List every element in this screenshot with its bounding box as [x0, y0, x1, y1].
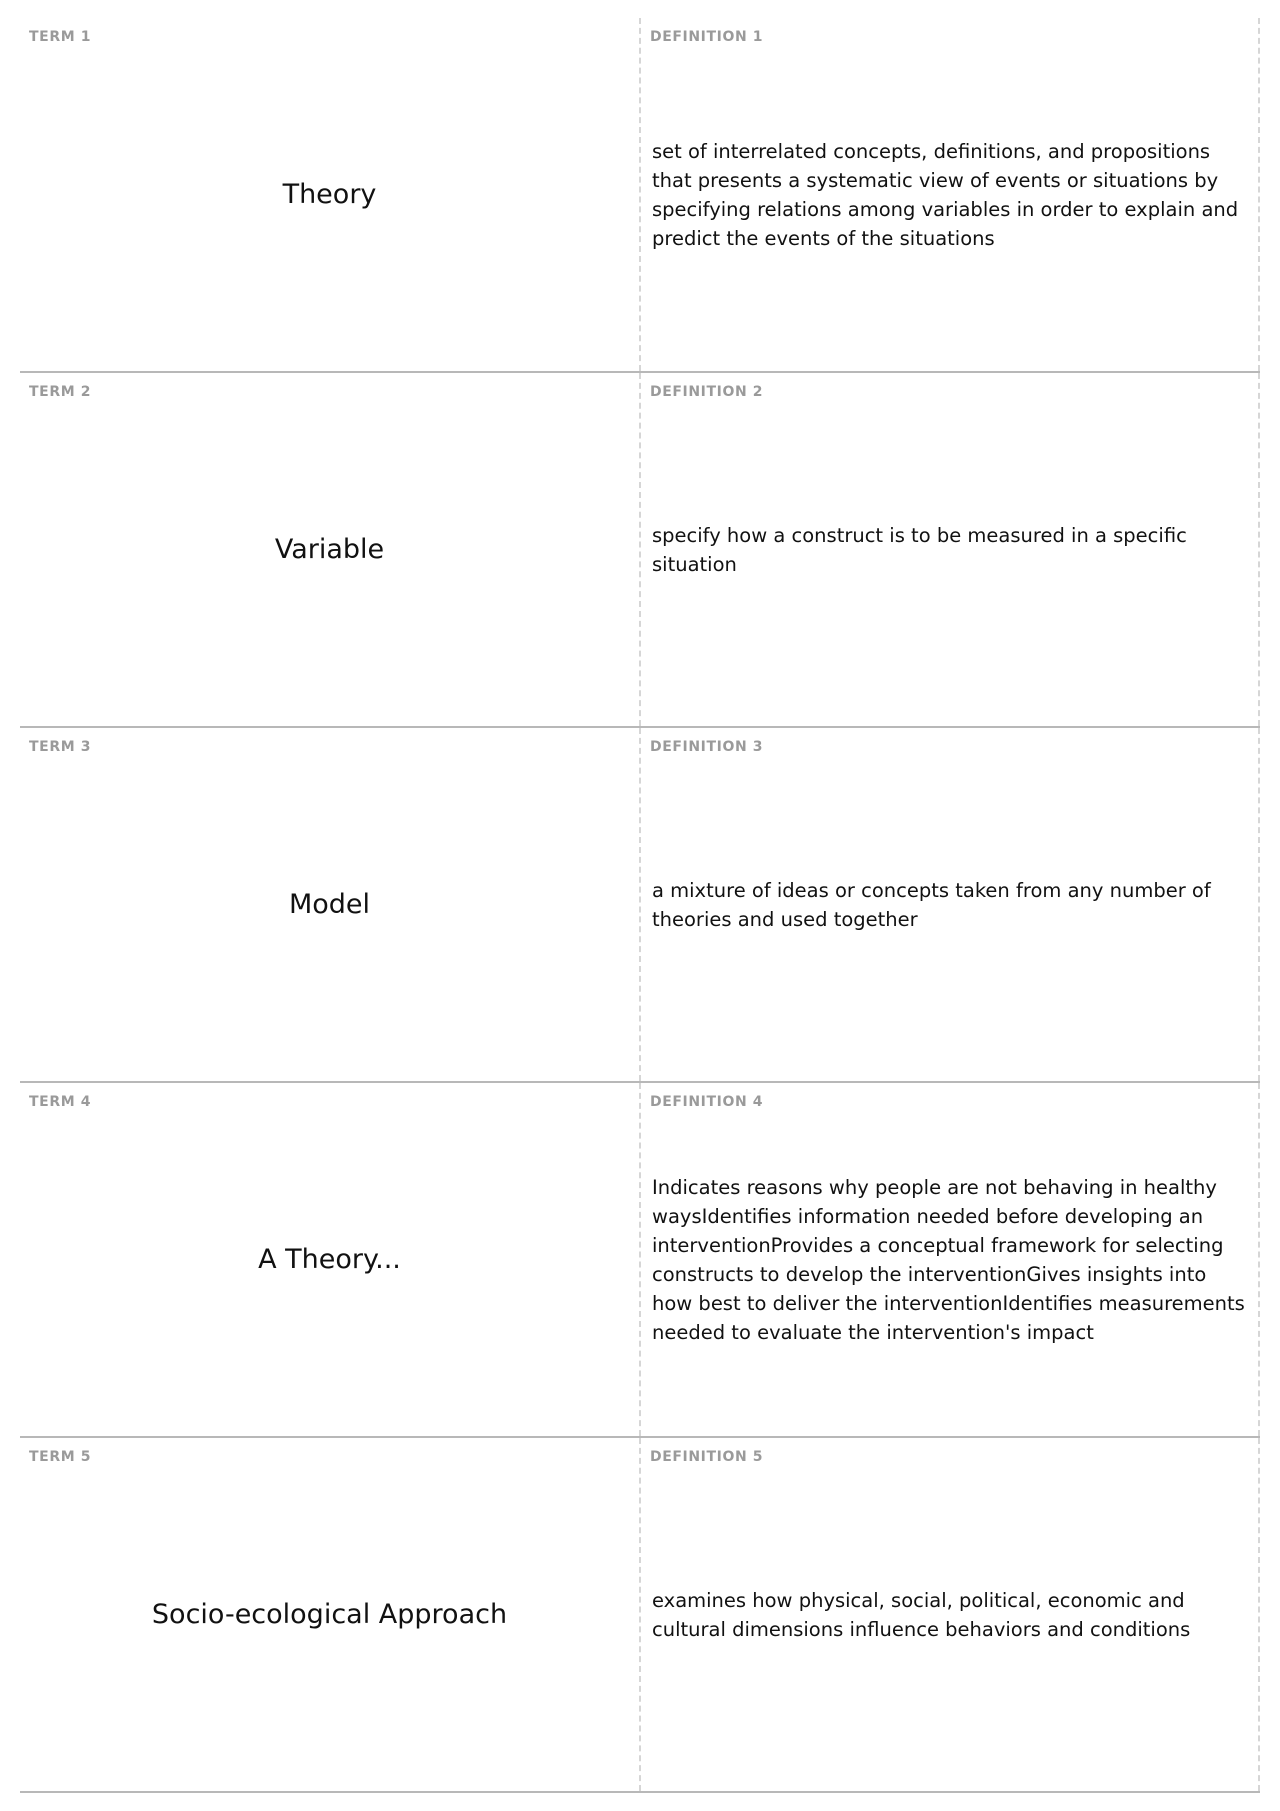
term-text: Theory — [282, 179, 377, 210]
term-label: TERM 2 — [29, 384, 92, 400]
definition-label: DEFINITION 3 — [650, 739, 764, 755]
term-cell — [20, 18, 641, 371]
definition-text: specify how a construct is to be measured in a specific situation — [652, 523, 1187, 576]
definition-cell — [641, 18, 1260, 371]
term-text: Model — [288, 889, 371, 920]
card-row — [20, 18, 1260, 373]
definition-label: DEFINITION 2 — [650, 384, 764, 400]
definition-label: DEFINITION 4 — [650, 1094, 764, 1110]
definition-cell — [641, 1438, 1260, 1791]
definition-label: DEFINITION 5 — [650, 1449, 764, 1465]
definition-text: Indicates reasons why people are not behaving in healthy waysIdentifies information needed before developing an interventionProvides a conceptual framework for selecting constructs to develop the interventionGives insights into how best to deliver the interventionIdentifies measurements needed to evaluate the intervention's impact — [652, 1175, 1245, 1344]
definition-text-wrapper — [652, 1083, 1250, 1436]
term-label: TERM 5 — [29, 1449, 92, 1465]
card-row — [20, 1083, 1260, 1438]
definition-text-wrapper — [652, 1438, 1250, 1791]
definition-text: a mixture of ideas or concepts taken from any number of theories and used together — [652, 878, 1211, 931]
term-cell — [20, 373, 641, 726]
term-text: Variable — [274, 534, 385, 565]
definition-cell — [641, 1083, 1260, 1436]
definition-label: DEFINITION 1 — [650, 29, 764, 45]
definition-text-wrapper — [652, 373, 1250, 726]
term-cell — [20, 728, 641, 1081]
term-label: TERM 4 — [29, 1094, 92, 1110]
term-text: Socio-ecological Approach — [151, 1599, 508, 1630]
card-row — [20, 1438, 1260, 1793]
term-label: TERM 3 — [29, 739, 92, 755]
definition-cell — [641, 373, 1260, 726]
card-row — [20, 373, 1260, 728]
definition-text-wrapper — [652, 728, 1250, 1081]
definition-text: examines how physical, social, political, economic and cultural dimensions influence behaviors and conditions — [652, 1588, 1191, 1641]
definition-text-wrapper — [652, 18, 1250, 371]
flashcard-sheet — [20, 18, 1260, 1793]
definition-cell — [641, 728, 1260, 1081]
card-row — [20, 728, 1260, 1083]
definition-text: set of interrelated concepts, definitions, and propositions that presents a systematic view of events or situations by specifying relations among variables in order to explain and predict the events of the situations — [652, 139, 1239, 250]
term-label: TERM 1 — [29, 29, 92, 45]
term-cell — [20, 1083, 641, 1436]
term-cell — [20, 1438, 641, 1791]
term-text: A Theory... — [258, 1244, 401, 1275]
